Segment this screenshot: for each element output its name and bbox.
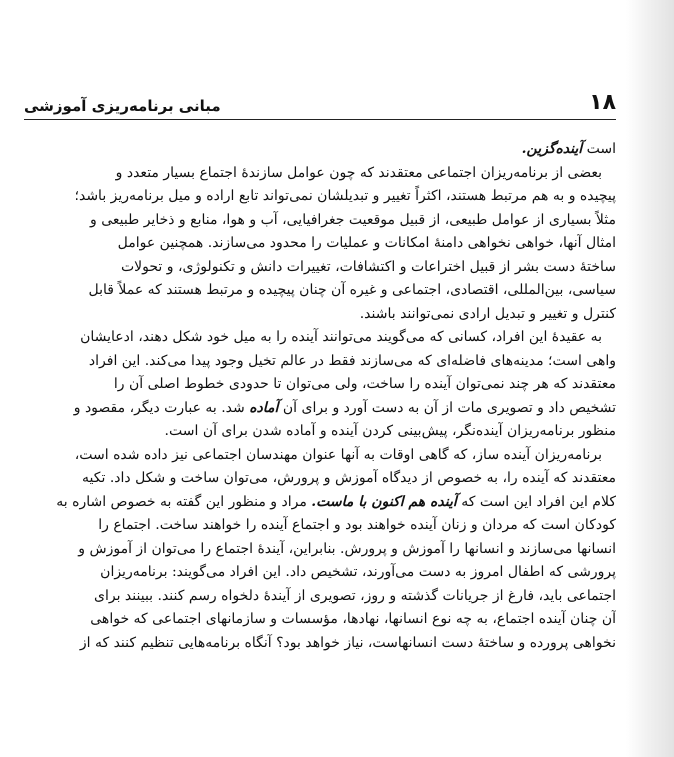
text-line: [24, 608, 616, 632]
running-title: مبانی برنامه‌ریزی آموزشی: [24, 97, 221, 115]
text-run: برنامه‌ریزان آینده ساز، که گاهی اوقات به آنها عنوان مهندسان اجتماعی نیز داده شده است،: [74, 446, 602, 463]
emphasis-text: آماده: [249, 399, 279, 416]
text-run: واهی است؛ مدینه‌های فاضله‌ای که می‌سازند فقط در عالم تخیل وجود پیدا می‌کند. این افراد: [88, 352, 616, 369]
page-gutter-shadow: [626, 0, 674, 757]
text-line: [24, 585, 616, 609]
text-line: [24, 162, 616, 186]
text-line: [24, 326, 616, 350]
text-run: معتقدند که آینده را، به خصوص از دیدگاه آموزش و پرورش، می‌توان ساخت و شکل داد. تکیه: [82, 470, 616, 486]
text-run: مراد و منظور این گفته به خصوص اشاره به: [56, 493, 312, 510]
text-run: پرورشی که اطفال امروز به دست می‌آورند، تشخیص داد. این افراد می‌گویند: برنامه‌ریزان: [100, 564, 616, 580]
text-run: ساختهٔ دست بشر از قبیل اختراعات و اکتشافات، تغییرات دانش و تکنولوژی، و تحولات: [120, 258, 616, 275]
text-line: [24, 256, 616, 280]
text-line: [24, 538, 616, 562]
text-run: است: [582, 141, 616, 157]
text-line: [24, 467, 616, 491]
header-rule: [24, 119, 616, 120]
text-run: معتقدند که هر چند نمی‌توان آینده را ساخت، ولی می‌توان تا حدودی خطوط اصلی آن را: [113, 376, 616, 392]
text-line: [24, 420, 616, 444]
text-line: [24, 561, 616, 585]
text-run: کلام این افراد این است که: [456, 493, 616, 510]
text-line: [24, 397, 616, 421]
emphasis-text: آینده هم اکنون با ماست.: [311, 493, 457, 510]
text-line: [24, 279, 616, 303]
text-line: [24, 209, 616, 233]
text-line: [24, 350, 616, 374]
text-run: کنترل و تغییر و تبدیل ارادی نمی‌توانند باشند.: [359, 305, 616, 322]
text-run: بعضی از برنامه‌ریزان اجتماعی معتقدند که چون عوامل سازندهٔ اجتماع بسیار متعدد و: [115, 164, 602, 181]
text-run: نخواهی پرورده و ساختهٔ دست انسانهاست، نیاز خواهد بود؟ آنگاه برنامه‌هایی تنظیم کنند که از: [79, 634, 616, 651]
text-run: پیچیده و به هم مرتبط هستند، اکثراً تغییر و تبدیلشان نمی‌تواند تابع اراده و میل برنامه‌ریز باشد؛: [74, 188, 616, 204]
text-line: [24, 373, 616, 397]
text-line: [24, 303, 616, 327]
text-run: به عقیدهٔ این افراد، کسانی که می‌گویند می‌توانند آینده را به میل خود شکل دهند، ادعایشان: [80, 329, 602, 345]
body-text: [24, 138, 616, 655]
text-line: [24, 514, 616, 538]
text-line: [24, 138, 616, 162]
text-line: [24, 491, 616, 515]
text-run: امثال آنها، خواهی نخواهی دامنهٔ امکانات و عملیات را محدود می‌سازند. همچنین عوامل: [117, 235, 616, 251]
text-run: کودکان است که مردان و زنان آینده خواهند بود و اجتماع آینده را خواهند ساخت. اجتماع را: [98, 517, 616, 533]
emphasis-text: آینده‌گزین.: [521, 141, 583, 157]
text-run: آن چنان آینده اجتماع، به چه نوع انسانها، نهادها، مؤسسات و سازمانهای اجتماعی که خواهی: [90, 611, 616, 627]
text-run: شد. به عبارت دیگر، مقصود و: [73, 399, 250, 416]
text-line: [24, 185, 616, 209]
text-run: منظور برنامه‌ریزان آینده‌نگر، پیش‌بینی کردن آینده و آماده شدن برای آن است.: [164, 423, 616, 439]
text-run: انسانها می‌سازند و انسانها را آموزش و پرورش. بنابراین، آیندهٔ اجتماع را می‌توان از آموزش و: [78, 540, 616, 557]
text-run: سیاسی، بین‌المللی، اقتصادی، اجتماعی و غیره آن چنان پیچیده و مرتبط هستند که عملاً قابل: [88, 282, 616, 298]
text-run: اجتماعی باید، فارغ از جریانات گذشته و روز، تصویری از آیندهٔ دلخواه رسم کنند. ببینند برای: [94, 587, 616, 604]
text-line: [24, 232, 616, 256]
text-line: [24, 444, 616, 468]
text-run: مثلاً بسیاری از عوامل طبیعی، از قبیل موقعیت جغرافیایی، آب و هوا، منابع و ذخایر طبیعی و: [90, 211, 616, 228]
text-run: تشخیص داد و تصویری مات از آن به دست آورد و برای آن: [278, 399, 616, 416]
page-number: ۱۸: [589, 90, 616, 115]
text-line: [24, 632, 616, 656]
book-page: [10, 0, 630, 757]
page-header: [24, 84, 616, 114]
